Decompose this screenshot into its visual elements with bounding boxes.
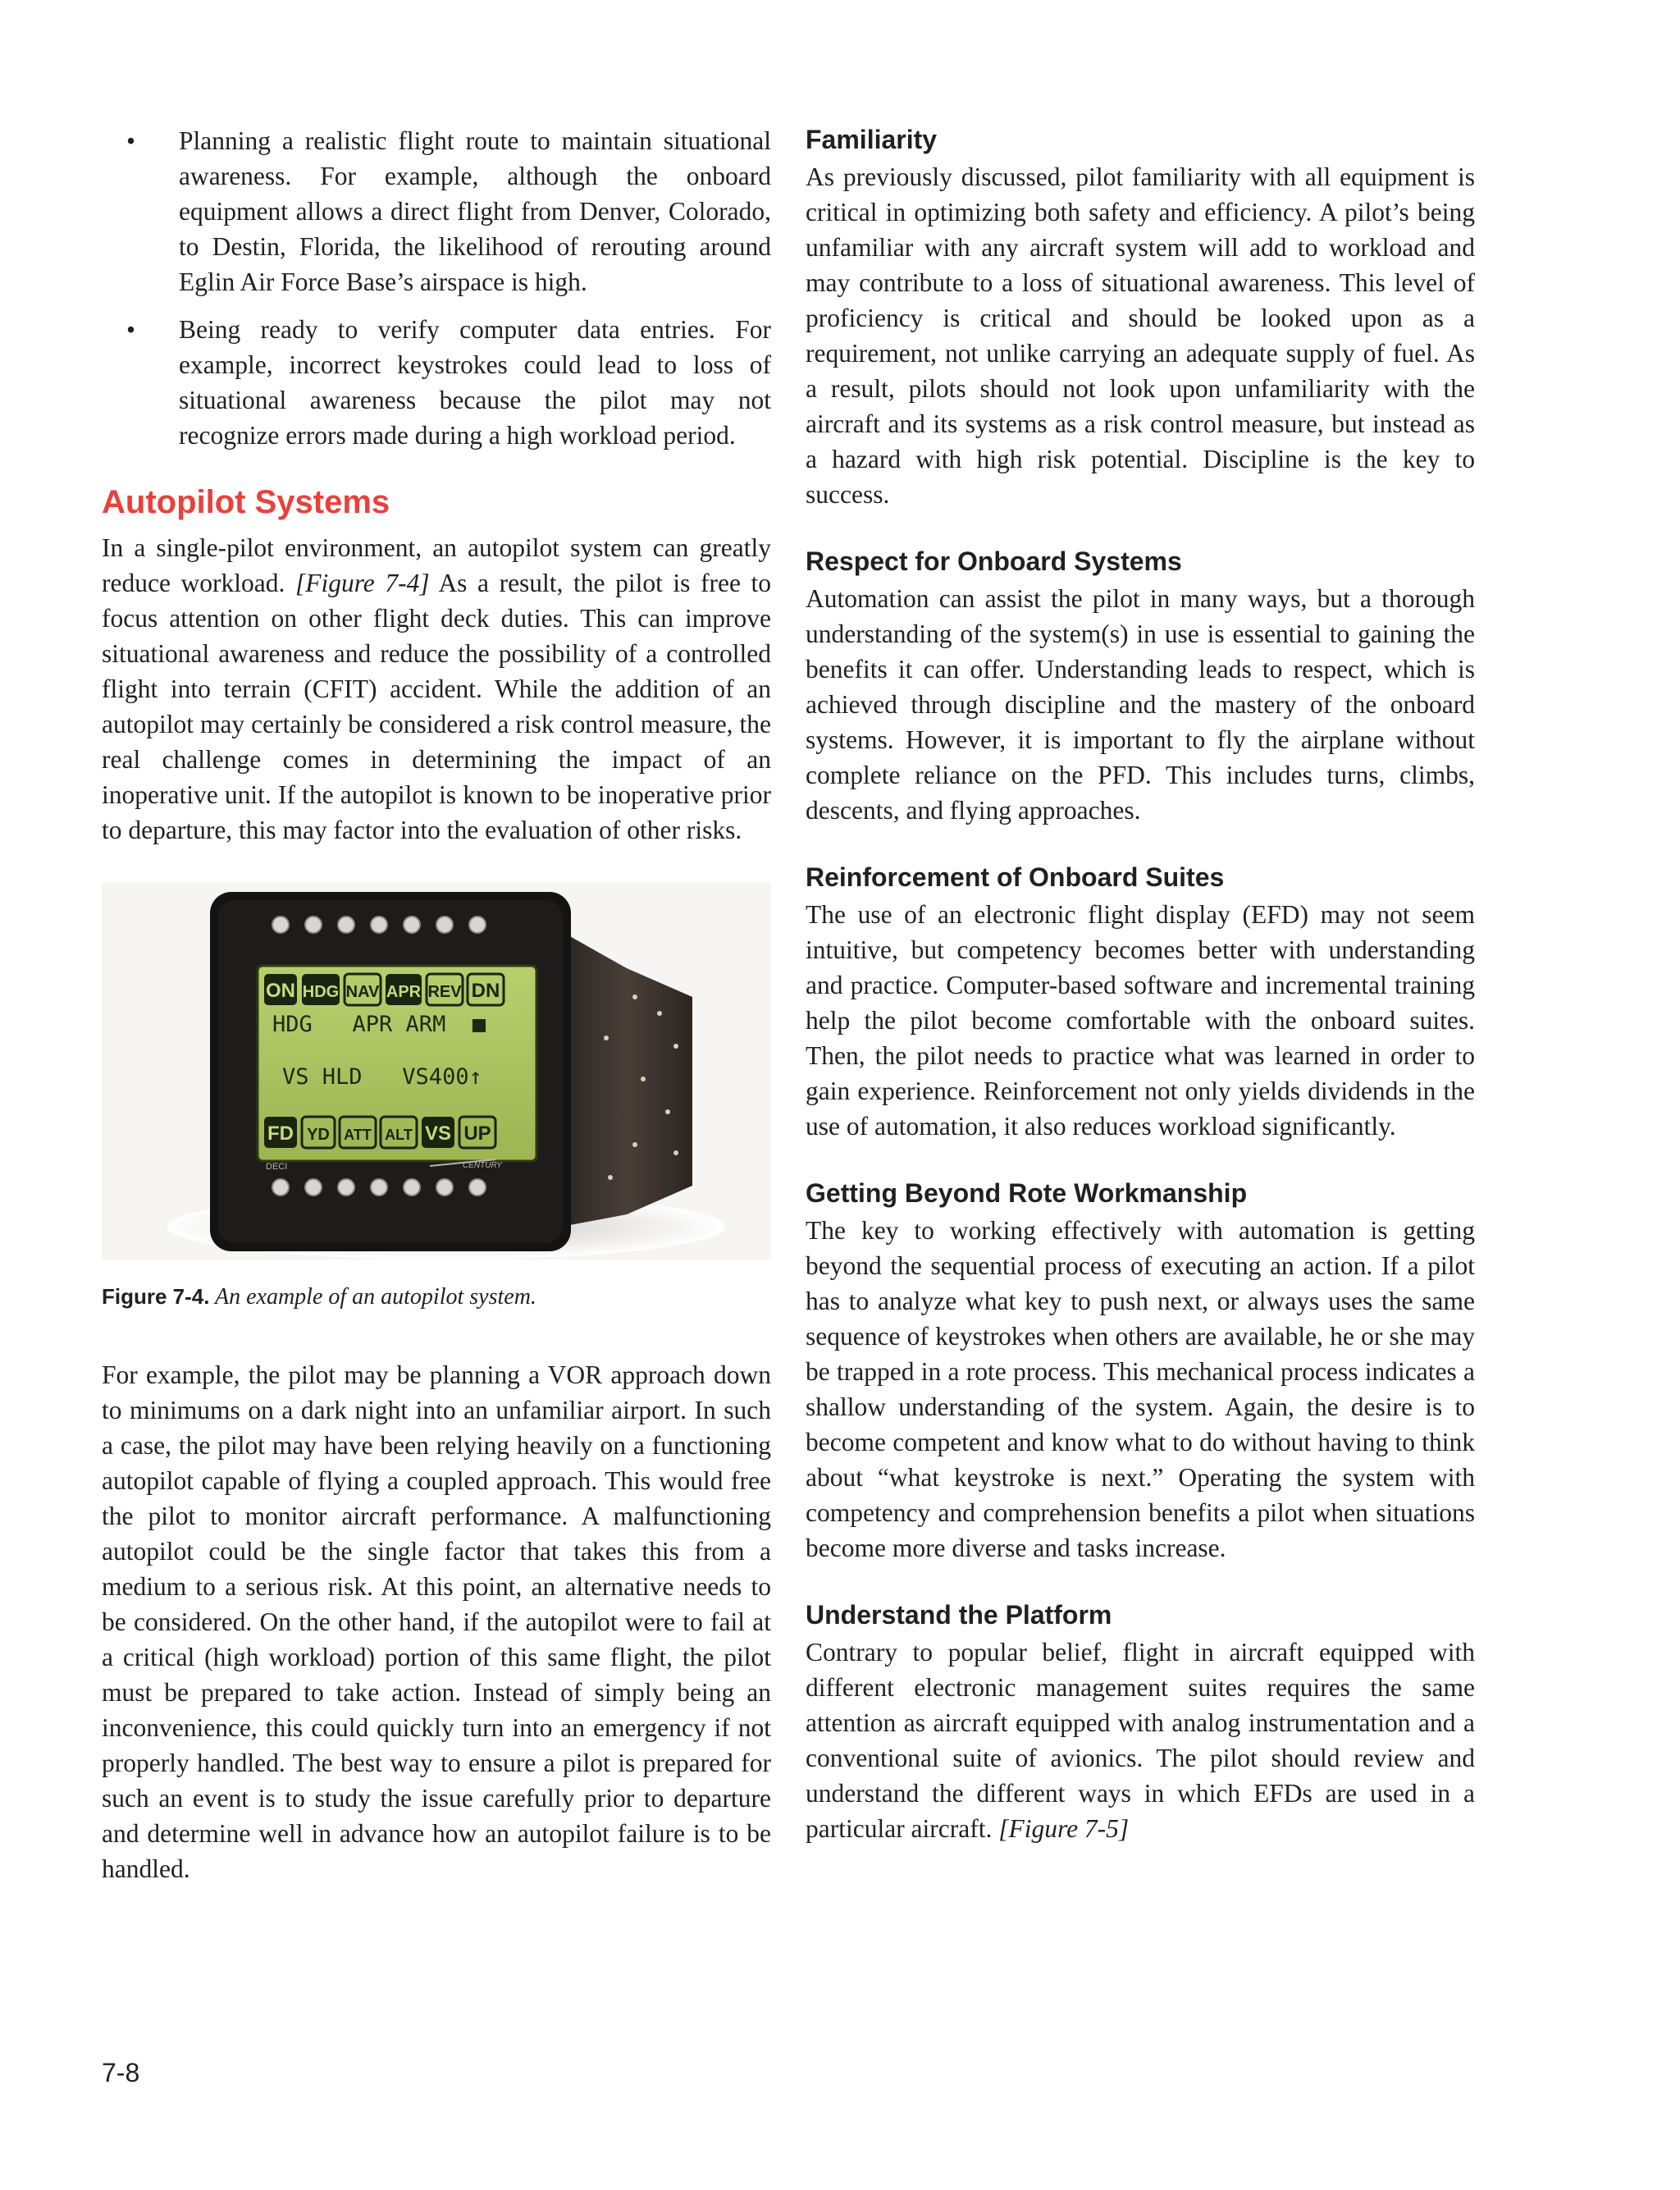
autopilot-text-1: In a single-pilot environment, an autopilot system can greatly reduce workload.	[102, 533, 771, 597]
right-column	[806, 123, 1475, 1846]
brand-left-text: DECI	[266, 1162, 288, 1172]
mode-att-label: ATT	[344, 1127, 372, 1143]
mode-nav-label: NAV	[345, 983, 380, 1001]
rote-heading: Getting Beyond Rote Workmanship	[806, 1178, 1248, 1208]
bullet-dot: •	[126, 126, 136, 155]
mode-apr-label: APR	[386, 983, 422, 1001]
mode-alt-label: ALT	[385, 1127, 413, 1143]
figure-reference: [Figure 7-4]	[294, 569, 430, 597]
familiarity-heading: Familiarity	[806, 125, 938, 154]
bullet-item	[102, 312, 771, 453]
bullet-list	[102, 123, 771, 453]
mode-rev-label: REV	[427, 983, 462, 1001]
respect-heading: Respect for Onboard Systems	[806, 546, 1182, 576]
figure-caption-text: An example of an autopilot system.	[214, 1284, 536, 1310]
autopilot-unit-image	[102, 882, 771, 1260]
display-line-2: VS HLD VS400↑	[282, 1064, 482, 1090]
reinforcement-paragraph: The use of an electronic flight display (EFD) may not seem intuitive, but competency becomes better with understanding and practice. Computer-based software and incremental training help the pilot become comfortable with the onboard suites. Then, the pilot needs to practice what was learned in order to gain experience. Reinforcement not only yields dividends in the use of automation, it also reduces workload significantly.	[806, 900, 1475, 1141]
figure-caption-label: Figure 7-4.	[102, 1284, 210, 1309]
left-column	[102, 123, 771, 1886]
mode-vs-label: VS	[424, 1122, 452, 1145]
bullet-dot: •	[126, 315, 136, 344]
display-line-1: HDG APR ARM ■	[272, 1012, 486, 1037]
autopilot-text-2: As a result, the pilot is free to focus attention on other flight deck duties. This can improve situational awareness and reduce the possibility of a controlled flight into terrain (CFIT) accident. While the addition of an autopilot may certainly be considered a risk control measure, the real challenge comes in determining the impact of an inoperative unit. If the autopilot is known to be inoperative prior to departure, this may factor into the evaluation of other risks.	[102, 569, 772, 844]
example-paragraph: For example, the pilot may be planning a VOR approach down to minimums on a dark night into an unfamiliar airport. In such a case, the pilot may have been relying heavily on a functioning autopilot capable of flying a coupled approach. This would free the pilot to monitor aircraft performance. A malfunctioning autopilot could be the single factor that takes this from a medium to a serious risk. At this point, an alternative needs to be considered. On the other hand, if the autopilot were to fail at a critical (high workload) portion of this same flight, the pilot must be prepared to take action. Instead of simply being an inconvenience, this could quickly turn into an emergency if not properly handled. The best way to ensure a pilot is prepared for such an event is to study the issue carefully prior to departure and determine well in advance how an autopilot failure is to be handled.	[102, 1360, 771, 1883]
platform-text: Contrary to popular belief, flight in aircraft equipped with different electronic management suites requires the same attention as aircraft equipped with analog instrumentation and a conventional suite of avionics. The pilot should review and understand the different ways in which EFDs are used in a particular aircraft.	[806, 1638, 1475, 1843]
mode-on-label: ON	[266, 980, 295, 1002]
bullet-item	[102, 123, 771, 299]
reinforcement-heading: Reinforcement of Onboard Suites	[806, 862, 1225, 892]
brand-right-text: CENTURY	[463, 1161, 502, 1170]
mode-hdg-label: HDG	[302, 983, 340, 1001]
figure-reference: [Figure 7-5]	[998, 1814, 1130, 1843]
respect-paragraph: Automation can assist the pilot in many ways, but a thorough understanding of the system(s) in use is essential to gaining the benefits it can offer. Understanding leads to respect, which is achieved through discipline and the mastery of the onboard systems. However, it is important to fly the airplane without complete reliance on the PFD. This includes turns, climbs, descents, and flying approaches.	[806, 584, 1475, 825]
mode-fd-label: FD	[267, 1122, 294, 1145]
bullet-text: Being ready to verify computer data entries. For example, incorrect keystrokes could lead to loss of situational awareness because the pilot may not recognize errors made during a high workload period.	[179, 315, 771, 450]
figure-caption	[102, 1282, 771, 1311]
rote-paragraph: The key to working effectively with automation is getting beyond the sequential process of executing an action. If a pilot has to analyze what key to push next, or always uses the same sequence of keystrokes when others are available, he or she may be trapped in a rote process. This mechanical process indicates a shallow understanding of the system. Again, the desire is to become competent and know what to do without having to think about “what keystroke is next.” Operating the system with competency and comprehension benefits a pilot when situations become more diverse and tasks increase.	[806, 1216, 1475, 1562]
page-number: 7-8	[102, 2058, 140, 2087]
mode-up-label: UP	[463, 1122, 491, 1145]
platform-heading: Understand the Platform	[806, 1600, 1112, 1630]
autopilot-paragraph	[102, 530, 771, 848]
mode-yd-label: YD	[307, 1126, 330, 1144]
bullet-text: Planning a realistic flight route to maintain situational awareness. For example, although the onboard equipment allows a direct flight from Denver, Colorado, to Destin, Florida, the likelihood of rerouting around Eglin Air Force Base’s airspace is high.	[179, 126, 771, 296]
mode-dn-label: DN	[471, 980, 500, 1002]
familiarity-paragraph: As previously discussed, pilot familiarity with all equipment is critical in optimizing both safety and efficiency. A pilot’s being unfamiliar with any aircraft system will add to workload and may contribute to a loss of situational awareness. This level of proficiency is critical and should be looked upon as a requirement, not unlike carrying an adequate supply of fuel. As a result, pilots should not look upon unfamiliarity with the aircraft and its systems as a risk control measure, but instead as a hazard with high risk potential. Discipline is the key to success.	[806, 162, 1475, 509]
autopilot-figure	[102, 882, 771, 1260]
autopilot-systems-heading: Autopilot Systems	[102, 484, 390, 520]
autopilot-display	[258, 966, 536, 1161]
platform-paragraph	[806, 1634, 1475, 1846]
